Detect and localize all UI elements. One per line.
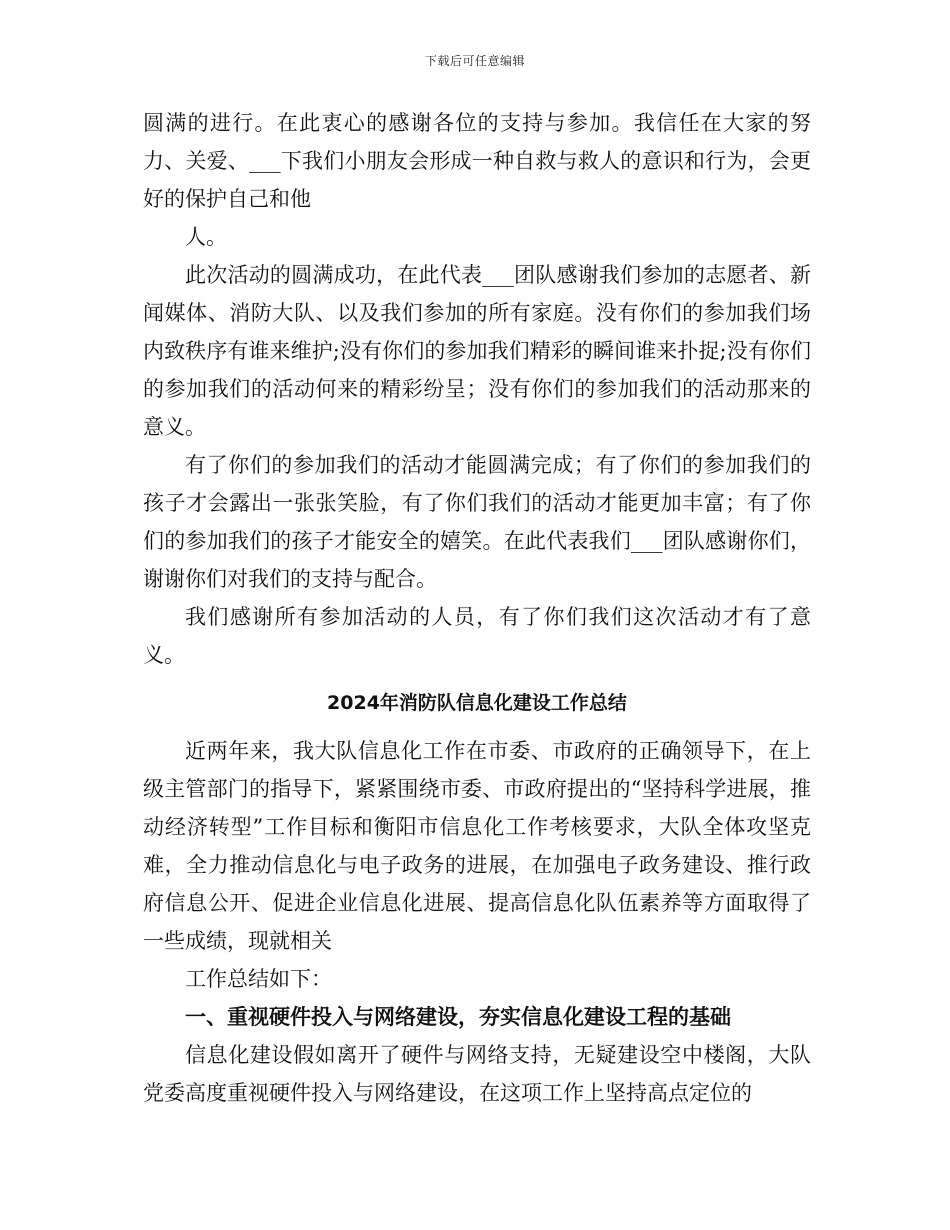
paragraph-continuation: 圆满的进行。在此衷心的感谢各位的支持与参加。我信任在大家的努力、关爱、___下我们小朋友会形成一种自救与救人的意识和行为，会更好的保护自己和他 xyxy=(143,111,811,211)
paragraph: 工作总结如下： xyxy=(185,967,332,991)
paragraph: 有了你们的参加我们的活动才能圆满完成；有了你们的参加我们的孩子才会露出一张张笑脸，有了你们我们的活动才能更加丰富；有了你们的参加我们的孩子才能安全的嬉笑。在此代表我们___团队感谢你们，谢谢你们对我们的支持与配合。 xyxy=(143,453,811,591)
paragraph: 我们感谢所有参加活动的人员，有了你们我们这次活动才有了意义。 xyxy=(143,605,811,667)
section-heading: 一、重视硬件投入与网络建设，夯实信息化建设工程的基础 xyxy=(185,1005,731,1029)
page-header: 下载后可任意编辑 xyxy=(424,54,525,68)
paragraph-fragment: 人。 xyxy=(185,225,227,249)
document-body xyxy=(143,104,811,1112)
document-title: 2024年消防队信息化建设工作总结 xyxy=(327,692,627,714)
paragraph: 近两年来，我大队信息化工作在市委、市政府的正确领导下，在上级主管部门的指导下，紧紧围绕市委、市政府提出的“坚持科学进展，推动经济转型”工作目标和衡阳市信息化工作考核要求，大队全体攻坚克难，全力推动信息化与电子政务的进展，在加强电子政务建设、推行政府信息公开、促进企业信息化进展、提高信息化队伍素养等方面取得了一些成绩，现就相关 xyxy=(143,739,811,953)
paragraph: 此次活动的圆满成功，在此代表___团队感谢我们参加的志愿者、新闻媒体、消防大队、以及我们参加的所有家庭。没有你们的参加我们场内致秩序有谁来维护;没有你们的参加我们精彩的瞬间谁来扑捉;没有你们的参加我们的活动何来的精彩纷呈；没有你们的参加我们的活动那来的意义。 xyxy=(143,263,811,439)
paragraph: 信息化建设假如离开了硬件与网络支持，无疑建设空中楼阁，大队党委高度重视硬件投入与网络建设，在这项工作上坚持高点定位的 xyxy=(143,1043,811,1105)
